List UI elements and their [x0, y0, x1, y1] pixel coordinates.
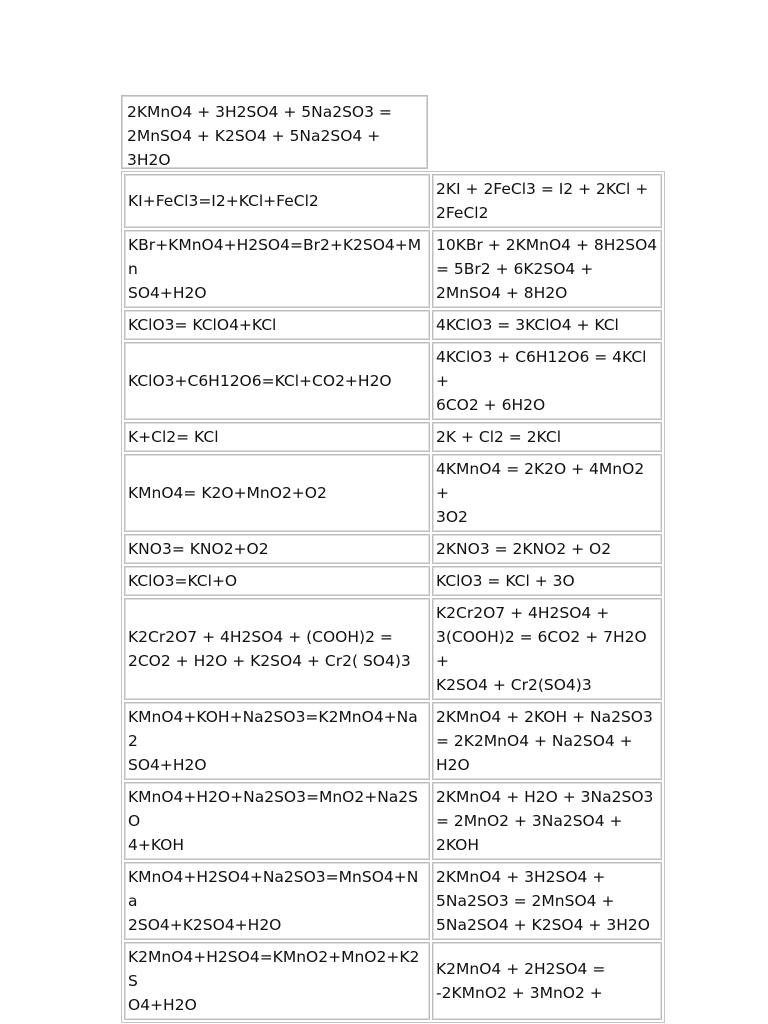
unbalanced-equation-cell: KMnO4= K2O+MnO2+O2 [124, 454, 430, 532]
unbalanced-equation-cell: K+Cl2= KCl [124, 422, 430, 452]
balanced-equation-cell: 2KMnO4 + 2KOH + Na2SO3 = 2K2MnO4 + Na2SO4 + H2O [432, 702, 662, 780]
balanced-equation-cell: 10KBr + 2KMnO4 + 8H2SO4 = 5Br2 + 6K2SO4 + 2MnSO4 + 8H2O [432, 230, 662, 308]
equation-row [124, 598, 662, 700]
equation-row [124, 782, 662, 860]
equation-row [124, 942, 662, 1020]
balanced-equation-cell: K2Cr2O7 + 4H2SO4 + 3(COOH)2 = 6CO2 + 7H2O + K2SO4 + Cr2(SO4)3 [432, 598, 662, 700]
balanced-equation-cell: 4KMnO4 = 2K2O + 4MnO2 + 3O2 [432, 454, 662, 532]
equation-row [124, 862, 662, 940]
balanced-equation-cell: 2K + Cl2 = 2KCl [432, 422, 662, 452]
equation-row [124, 566, 662, 596]
equation-row [124, 310, 662, 340]
equation-row [124, 702, 662, 780]
unbalanced-equation-cell: KMnO4+H2O+Na2SO3=MnO2+Na2SO 4+KOH [124, 782, 430, 860]
first-equation-cell: 2KMnO4 + 3H2SO4 + 5Na2SO3 = 2MnSO4 + K2SO4 + 5Na2SO4 + 3H2O [121, 95, 428, 169]
balanced-equation-cell: 4KClO3 + C6H12O6 = 4KCl + 6CO2 + 6H2O [432, 342, 662, 420]
balanced-equation-cell: 2KNO3 = 2KNO2 + O2 [432, 534, 662, 564]
balanced-equation-cell: 2KI + 2FeCl3 = I2 + 2KCl + 2FeCl2 [432, 174, 662, 228]
balanced-equation-cell: 4KClO3 = 3KClO4 + KCl [432, 310, 662, 340]
equation-row [124, 422, 662, 452]
balanced-equation-cell: K2MnO4 + 2H2SO4 = -2KMnO2 + 3MnO2 + [432, 942, 662, 1020]
unbalanced-equation-cell: KI+FeCl3=I2+KCl+FeCl2 [124, 174, 430, 228]
unbalanced-equation-cell: K2MnO4+H2SO4=KMnO2+MnO2+K2S O4+H2O [124, 942, 430, 1020]
unbalanced-equation-cell: K2Cr2O7 + 4H2SO4 + (COOH)2 = 2CO2 + H2O + K2SO4 + Cr2( SO4)3 [124, 598, 430, 700]
unbalanced-equation-cell: KClO3+C6H12O6=KCl+CO2+H2O [124, 342, 430, 420]
unbalanced-equation-cell: KClO3= KClO4+KCl [124, 310, 430, 340]
unbalanced-equation-cell: KNO3= KNO2+O2 [124, 534, 430, 564]
unbalanced-equation-cell: KBr+KMnO4+H2SO4=Br2+K2SO4+Mn SO4+H2O [124, 230, 430, 308]
equation-row [124, 534, 662, 564]
balanced-equation-cell: 2KMnO4 + 3H2SO4 + 5Na2SO3 = 2MnSO4 + 5Na2SO4 + K2SO4 + 3H2O [432, 862, 662, 940]
equations-table-body [124, 174, 662, 1020]
unbalanced-equation-cell: KMnO4+H2SO4+Na2SO3=MnSO4+Na 2SO4+K2SO4+H2O [124, 862, 430, 940]
unbalanced-equation-cell: KMnO4+KOH+Na2SO3=K2MnO4+Na2 SO4+H2O [124, 702, 430, 780]
unbalanced-equation-cell: KClO3=KCl+O [124, 566, 430, 596]
equation-row [124, 454, 662, 532]
equation-row [124, 230, 662, 308]
equations-table [121, 171, 665, 1023]
equation-row [124, 342, 662, 420]
balanced-equation-cell: KClO3 = KCl + 3O [432, 566, 662, 596]
balanced-equation-cell: 2KMnO4 + H2O + 3Na2SO3 = 2MnO2 + 3Na2SO4 + 2KOH [432, 782, 662, 860]
equation-row [124, 174, 662, 228]
